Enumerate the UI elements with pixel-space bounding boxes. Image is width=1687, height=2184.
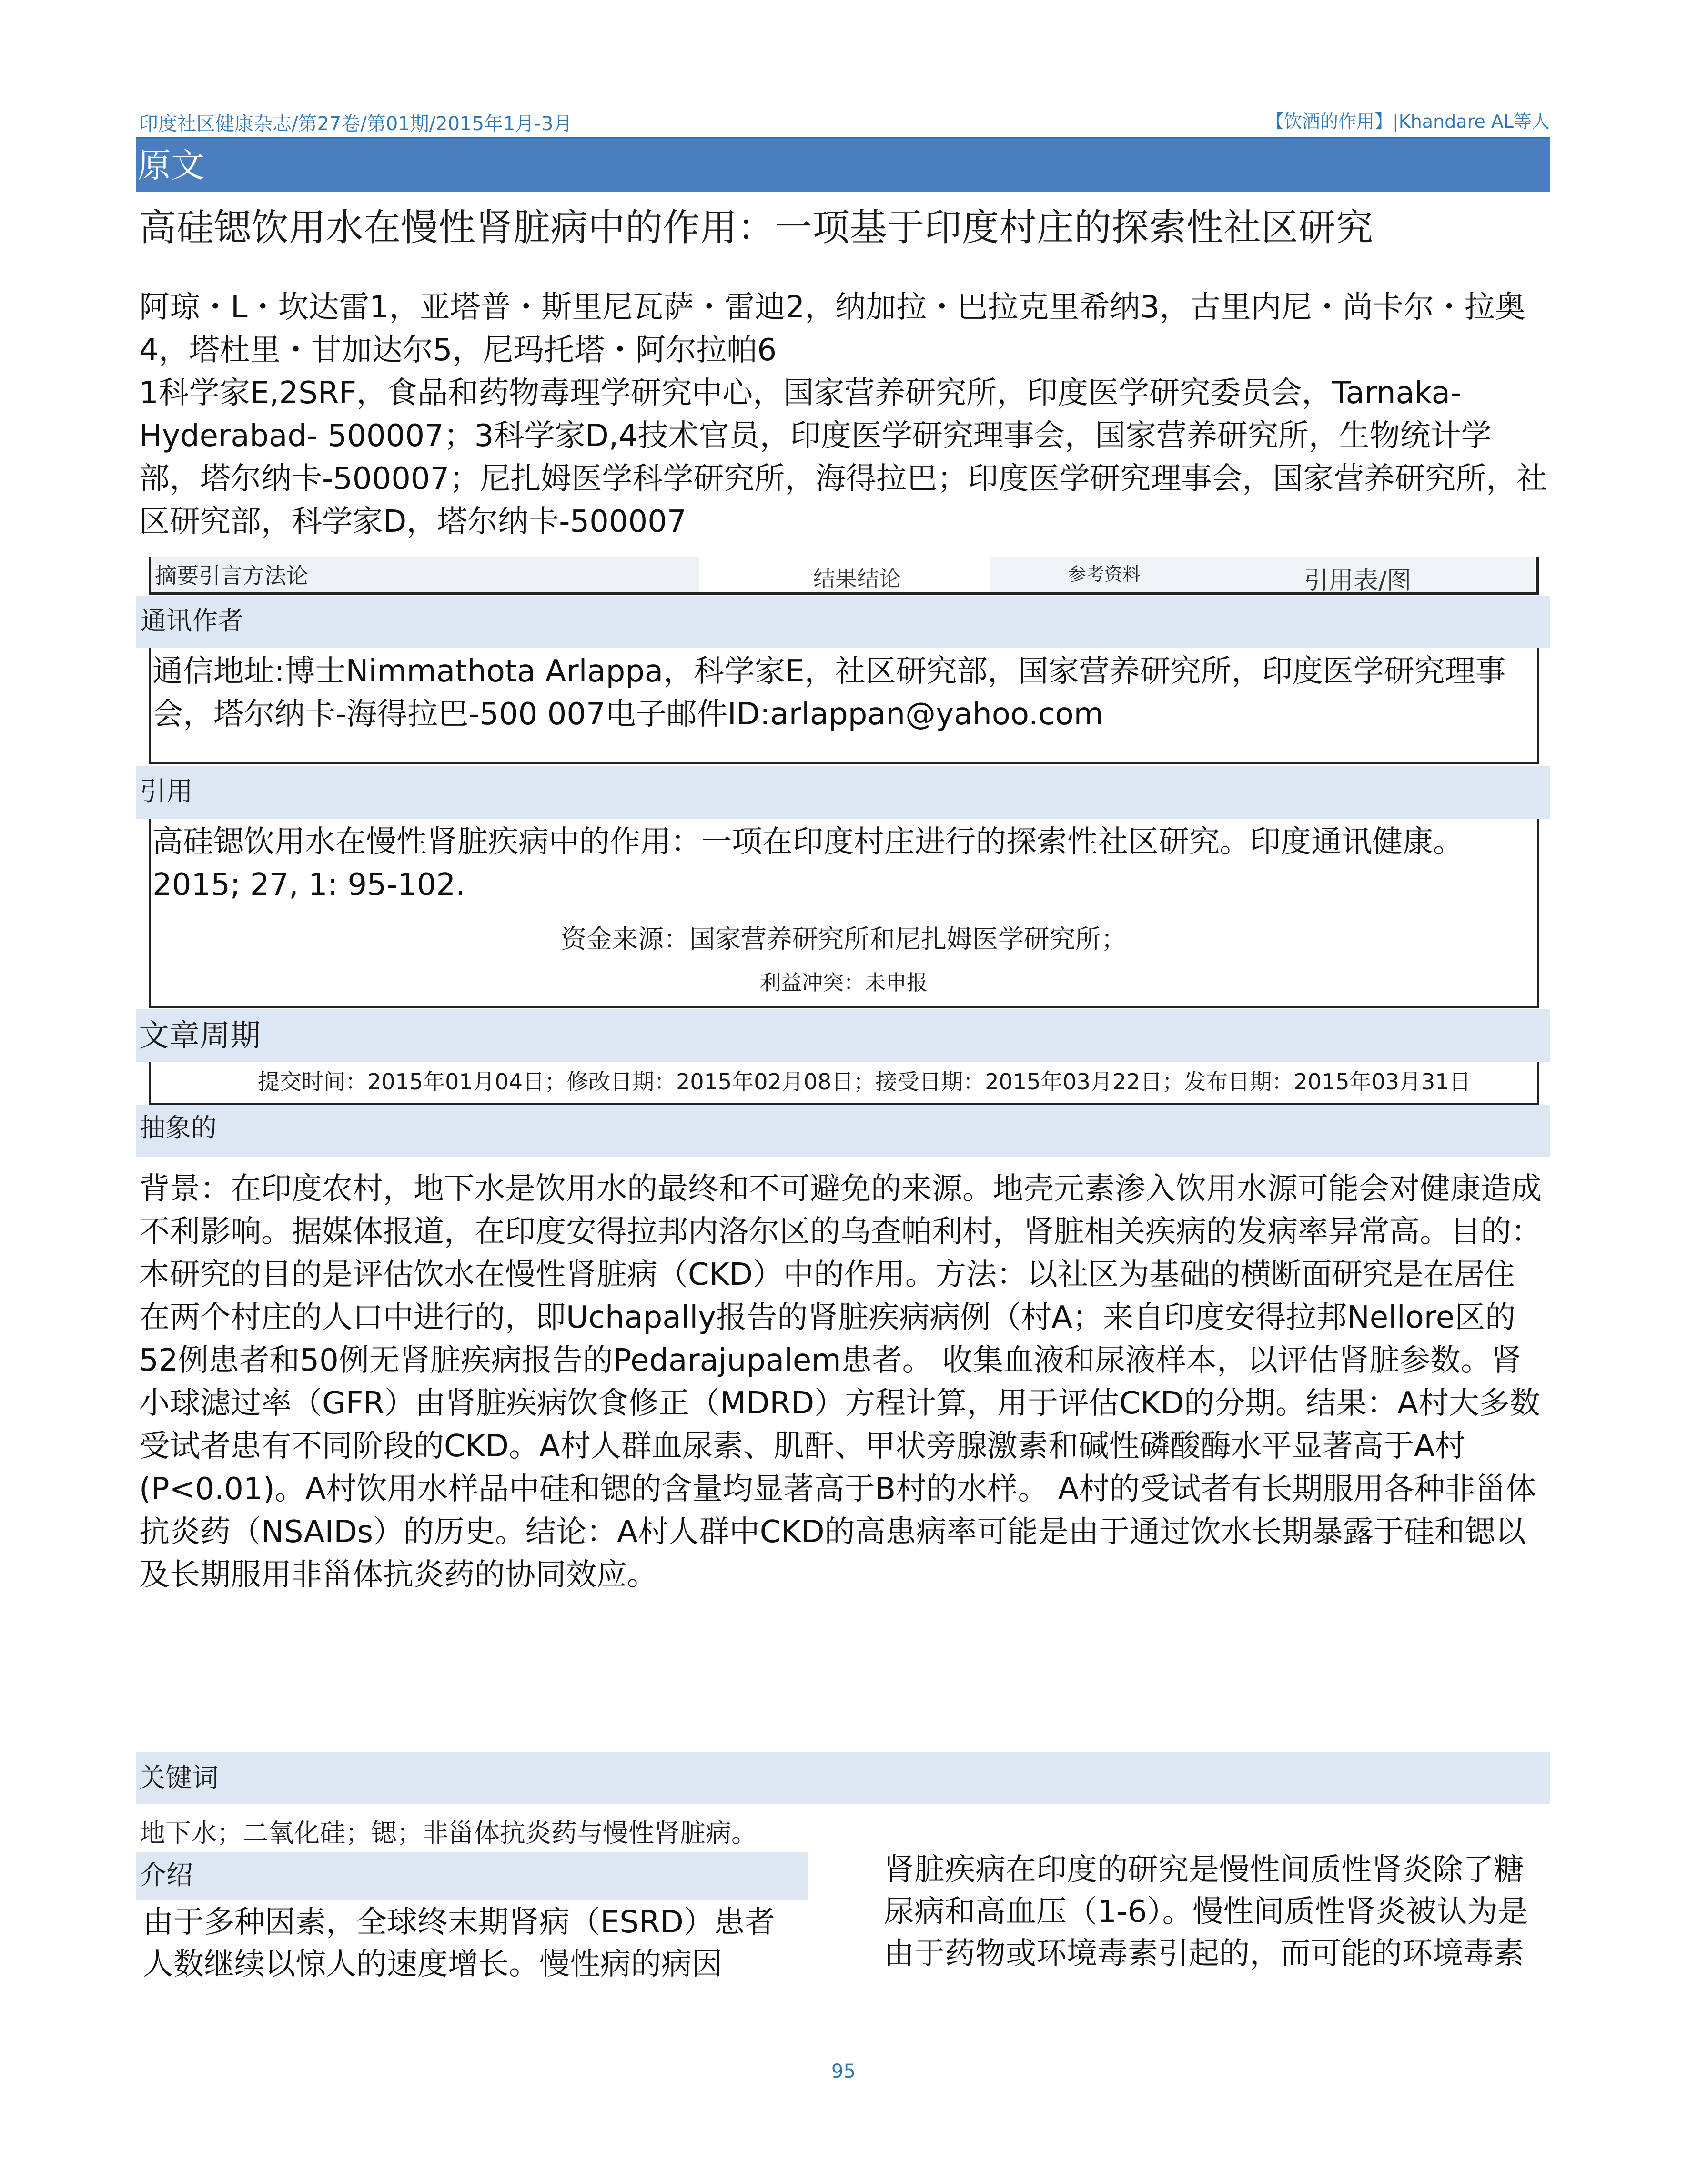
cycle-dates: 提交时间：2015年01月04日；修改日期：2015年02月08日；接受日期：2015年03月22日；发布日期：2015年03月31日: [258, 1069, 1471, 1095]
funding-source: 资金来源：国家营养研究所和尼扎姆医学研究所；: [561, 924, 1127, 954]
journal-header: 印度社区健康杂志/第27卷/第01期/2015年1月-3月: [139, 113, 573, 135]
correspondence-band: [136, 596, 1550, 648]
keywords-text: 地下水；二氧化硅；锶；非甾体抗炎药与慢性肾脏病。: [140, 1818, 757, 1848]
keywords-row: [136, 1804, 1065, 1850]
cycle-band: [136, 1009, 1550, 1062]
article-nav: [149, 557, 1539, 595]
intro-left-text: 由于多种因素，全球终末期肾病（ESRD）患者人数继续以惊人的速度增长。慢性病的病因: [143, 1905, 775, 1982]
correspondence-heading: 通讯作者: [141, 606, 243, 636]
citation-heading: 引用: [140, 776, 193, 807]
nav-cited-tables-figures[interactable]: 引用表/图: [1304, 567, 1412, 595]
cycle-heading: 文章周期: [139, 1018, 261, 1054]
abstract-text: 背景：在印度农村，地下水是饮用水的最终和不可避免的来源。地壳元素渗入饮用水源可能会对健康造成不利影响。据媒体报道，在印度安得拉邦内洛尔区的乌查帕利村，肾脏相关疾病的发病率异常高。目的：本研究的目的是评估饮水在慢性肾脏病（CKD）中的作用。方法：以社区为基础的横断面研究是在居住在两个村庄的人口中进行的，即Uchapally报告的肾脏疾病病例（村A；来自印度安得拉邦Nellore区的52例患者和50例无肾脏疾病报告的Pedarajupalem患者。 收集血液和尿液样本，以评估肾脏参数。肾小球滤过率（GFR）由肾脏疾病饮食修正（MDRD）方程计算，用于评估CKD的分期。结果：A村大多数受试者患有不同阶段的CKD。A村人群血尿素、肌酐、甲状旁腺激素和碱性磷酸酶水平显著高于A村(P<0.01)。A村饮用水样品中硅和锶的含量均显著高于B村的水样。 A村的受试者有长期服用各种非甾体抗炎药（NSAIDs）的历史。结论：A村人群中CKD的高患病率可能是由于通过饮水长期暴露于硅和锶以及长期服用非甾体抗炎药的协同效应。: [139, 1171, 1542, 1593]
conflict-of-interest: 利益冲突：未申报: [760, 971, 928, 995]
citation-box: [149, 819, 1539, 1008]
running-title: 【饮酒的作用】|Khandare AL等人: [1266, 111, 1550, 132]
affiliations: 1科学家E,2SRF，食品和药物毒理学研究中心，国家营养研究所，印度医学研究委员会，Tarnaka-Hyderabad- 500007；3科学家D,4技术官员，印度医学研究理事会，国家营养研究所，生物统计学部，塔尔纳卡-500007；尼扎姆医学科学研究所，海得拉巴；印度医学研究理事会，国家营养研究所，社区研究部，科学家D，塔尔纳卡-500007: [139, 376, 1547, 539]
page-number: 95: [831, 2061, 856, 2082]
article-title: 高硅锶饮用水在慢性肾脏病中的作用：一项基于印度村庄的探索性社区研究: [139, 206, 1374, 249]
keywords-heading: 关键词: [139, 1763, 219, 1794]
abstract-band: [136, 1105, 1550, 1157]
section-type-label: 原文: [138, 146, 204, 185]
intro-right-text: 肾脏疾病在印度的研究是慢性间质性肾炎除了糖尿病和高血压（1-6）。慢性间质性肾炎被认为是由于药物或环境毒素引起的，而可能的环境毒素: [884, 1852, 1528, 1971]
correspondence-box: [149, 648, 1539, 764]
abstract-heading: 抽象的: [140, 1113, 217, 1143]
citation-band: [136, 766, 1550, 819]
intro-heading: 介绍: [140, 1860, 193, 1891]
intro-band: [136, 1852, 808, 1900]
nav-results-conclusion[interactable]: 结果结论: [813, 566, 901, 591]
cycle-box: [149, 1062, 1539, 1105]
correspondence-text: 通信地址:博士Nimmathota Arlappa，科学家E，社区研究部，国家营养研究所，印度医学研究理事会，塔尔纳卡-海得拉巴-500 007电子邮件ID:arlappan@yahoo.com: [152, 654, 1506, 732]
nav-abstract-intro-methods[interactable]: 摘要引言方法论: [155, 563, 308, 589]
nav-references[interactable]: 参考资料: [1068, 564, 1141, 585]
citation-text: 高硅锶饮用水在慢性肾脏疾病中的作用：一项在印度村庄进行的探索性社区研究。印度通讯健康。2015; 27, 1: 95-102.: [152, 824, 1464, 903]
authors: 阿琼・L・坎达雷1，亚塔普・斯里尼瓦萨・雷迪2，纳加拉・巴拉克里希纳3，古里内尼・尚卡尔・拉奥4，塔杜里・甘加达尔5，尼玛托塔・阿尔拉帕6: [139, 290, 1525, 368]
section-type-band: [136, 139, 1550, 192]
keywords-band: [136, 1752, 1550, 1804]
